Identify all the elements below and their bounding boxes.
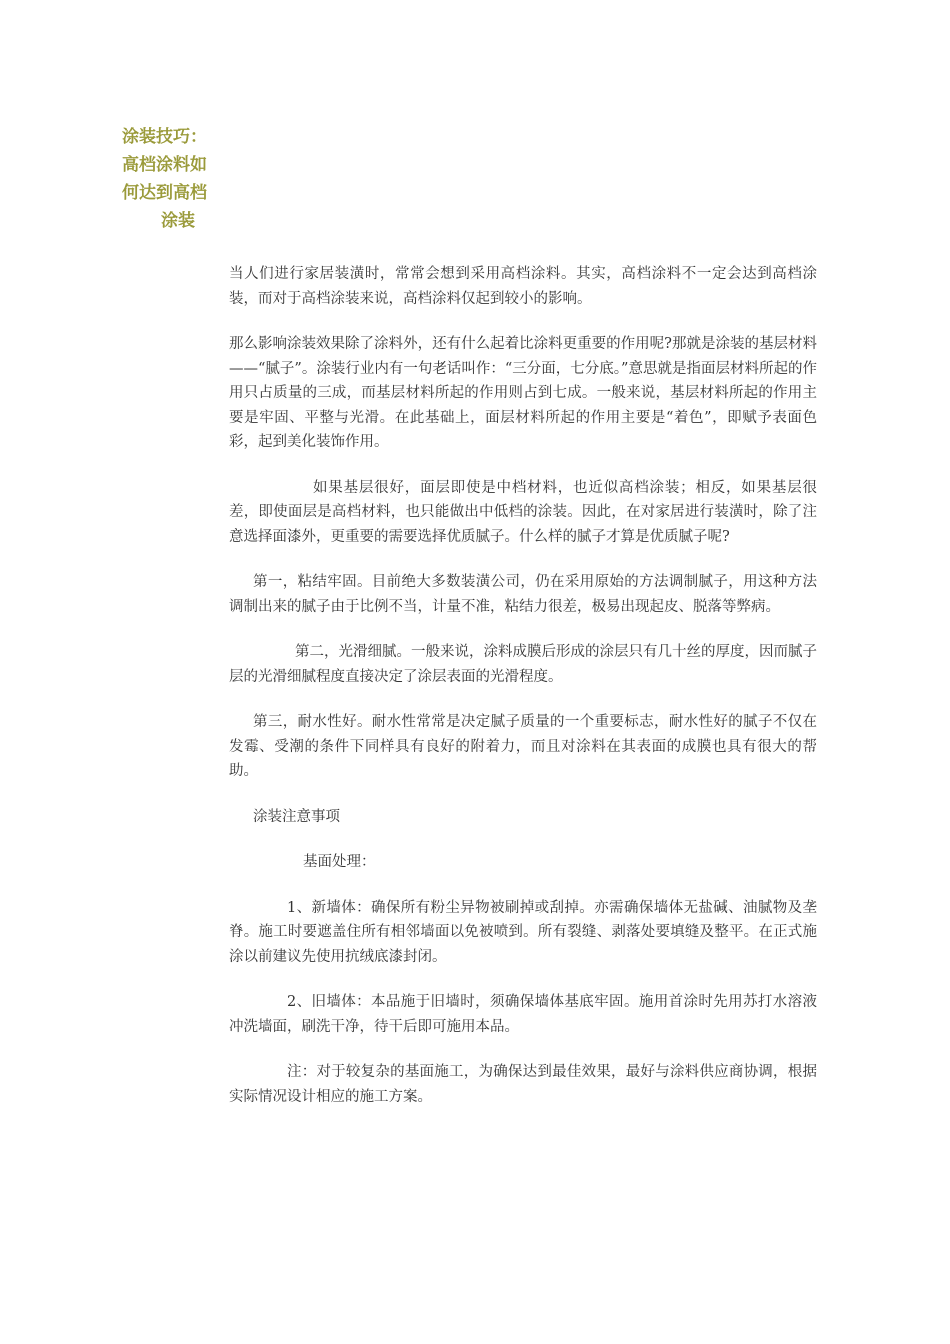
paragraph-point-3: 第三，耐水性好。耐水性常常是决定腻子质量的一个重要标志，耐水性好的腻子不仅在发霉、受潮的条件下同样具有良好的附着力，而且对涂料在其表面的成膜也具有很大的帮助。 <box>229 714 817 779</box>
paragraph-point-1: 第一，粘结牢固。目前绝大多数装潢公司，仍在采用原始的方法调制腻子，用这种方法调制出来的腻子由于比例不当，计量不准，粘结力很差，极易出现起皮、脱落等弊病。 <box>229 574 817 615</box>
paragraph-note: 注：对于较复杂的基面施工，为确保达到最佳效果，最好与涂料供应商协调，根据实际情况设计相应的施工方案。 <box>229 1064 817 1105</box>
title-line: 高档涂料如 <box>122 155 207 175</box>
article-body <box>229 262 817 1130</box>
paragraph-point-2: 第二，光滑细腻。一般来说，涂料成膜后形成的涂层只有几十丝的厚度，因而腻子层的光滑细腻程度直接决定了涂层表面的光滑程度。 <box>229 644 817 685</box>
subheading-surface-prep: 基面处理： <box>303 854 376 870</box>
paragraph-putty: 那么影响涂装效果除了涂料外，还有什么起着比涂料更重要的作用呢?那就是涂装的基层材料——“腻子”。涂装行业内有一句老话叫作：“三分面，七分底。”意思就是指面层材料所起的作用只占质量的三成，而基层材料所起的作用则占到七成。一般来说，基层材料所起的作用主要是牢固、平整与光滑。在此基础上，面层材料所起的作用主要是“着色”，即赋予表面色彩，起到美化装饰作用。 <box>229 336 817 450</box>
section-heading-notes: 涂装注意事项 <box>253 808 340 825</box>
article-title <box>122 123 234 235</box>
title-line: 涂装技巧： <box>122 127 207 147</box>
paragraph-new-wall: 1、新墙体：确保所有粉尘异物被刷掉或刮掉。亦需确保墙体无盐碱、油腻物及垄脊。施工时要遮盖住所有相邻墙面以免被喷到。所有裂缝、剥落处要填缝及整平。在正式施涂以前建议先使用抗绒底漆封闭。 <box>229 899 817 965</box>
paragraph-old-wall: 2、旧墙体：本品施于旧墙时，须确保墙体基底牢固。施用首涂时先用苏打水溶液冲洗墙面，刷洗干净，待干后即可施用本品。 <box>229 994 817 1035</box>
title-line: 涂装 <box>161 211 195 231</box>
paragraph-intro: 当人们进行家居装潢时，常常会想到采用高档涂料。其实，高档涂料不一定会达到高档涂装，而对于高档涂装来说，高档涂料仅起到较小的影响。 <box>229 266 817 307</box>
title-line: 何达到高档 <box>122 183 207 203</box>
paragraph-base-quality: 如果基层很好，面层即使是中档材料，也近似高档涂装；相反，如果基层很差，即使面层是高档材料，也只能做出中低档的涂装。因此，在对家居进行装潢时，除了注意选择面漆外，更重要的需要选择优质腻子。什么样的腻子才算是优质腻子呢? <box>229 479 817 545</box>
